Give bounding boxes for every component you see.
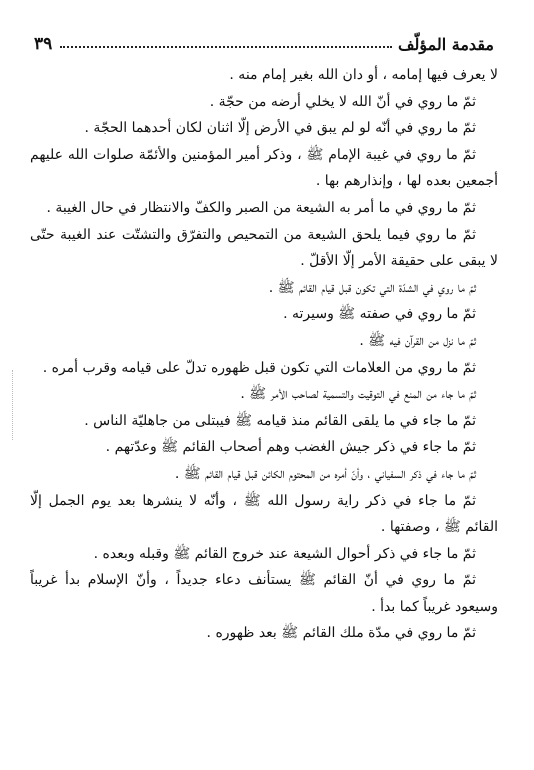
- text-line: أجمعين بعده لها ، وإنذارهم بها .: [315, 173, 498, 190]
- text-line: لا يبقى على حقيقة الأمر إلّا الأقلّ .: [300, 253, 498, 270]
- text-line: ثمّ ما روي في أنّ الله لا يخلي أرضه من حجّة .: [209, 93, 476, 110]
- text-line: ثمّ ما نزل من القرآن فيه ﷺ .: [359, 332, 476, 349]
- text-line: ثمّ ما جاء في ذكر السفياني ، وأنّ أمره من المحتوم الكائن قبل قيام القائم ﷺ .: [174, 465, 476, 482]
- page-body: [30, 62, 498, 647]
- text-line: ثمّ ما روي من العلامات التي تكون قبل ظهوره تدلّ على قيامه وقرب أمره .: [42, 359, 476, 376]
- text-line: ثمّ ما روي في الشدّة التي تكون قبل قيام القائم ﷺ .: [268, 279, 476, 296]
- text-line: ثمّ ما روي في أنّ القائم ﷺ يستأنف دعاء جديداً ، وأنّ الإسلام بدأ غريباً: [30, 572, 476, 589]
- text-line: ثمّ ما جاء من المنع في التوقيت والتسمية لصاحب الأمر ﷺ .: [240, 386, 476, 403]
- page-header: [34, 28, 494, 54]
- text-line: ثمّ ما روي في ما أمر به الشيعة من الصبر والكفّ والانتظار في حال الغيبة .: [46, 199, 476, 216]
- text-line: ثمّ ما روي في غيبة الإمام ﷺ ، وذكر أمير المؤمنين والأئمّة صلوات الله عليهم: [30, 146, 476, 163]
- text-line: لا يعرف فيها إمامه ، أو دان الله بغير إمام منه .: [229, 67, 498, 83]
- scan-margin-mark: [12, 370, 15, 440]
- chapter-title: مقدمة المؤلّف: [397, 35, 494, 54]
- text-line: ثمّ ما جاء في ما يلقى القائم منذ قيامه ﷺ فيبتلى من جاهليّة الناس .: [84, 412, 476, 429]
- page-number: ٣٩: [34, 34, 53, 54]
- text-line: ثمّ ما جاء في ذكر أحوال الشيعة عند خروج القائم ﷺ وقبله وبعده .: [93, 545, 476, 562]
- header-leader-dots: [60, 46, 392, 48]
- text-line: وسيعود غريباً كما بدأ .: [371, 598, 498, 615]
- text-line: ثمّ ما روي في صفته ﷺ وسيرته .: [283, 306, 476, 323]
- text-line: ثمّ ما روي فيما يلحق الشيعة من التمحيص والتفرّق والتشتّت عند الغيبة حتّى: [30, 226, 476, 243]
- text-line: ثمّ ما جاء في ذكر جيش الغضب وهم أصحاب القائم ﷺ وعدّتهم .: [105, 439, 476, 456]
- text-line: ثمّ ما جاء في ذكر راية رسول الله ﷺ ، وأنّه لا ينشرها بعد يوم الجمل إلّا: [30, 492, 476, 509]
- text-line: القائم ﷺ ، وصفتها .: [380, 519, 498, 536]
- text-line: ثمّ ما روي في أنّه لو لم يبق في الأرض إلّا اثنان لكان أحدهما الحجّة .: [84, 120, 476, 137]
- text-line: ثمّ ما روي في مدّة ملك القائم ﷺ بعد ظهوره .: [206, 625, 476, 642]
